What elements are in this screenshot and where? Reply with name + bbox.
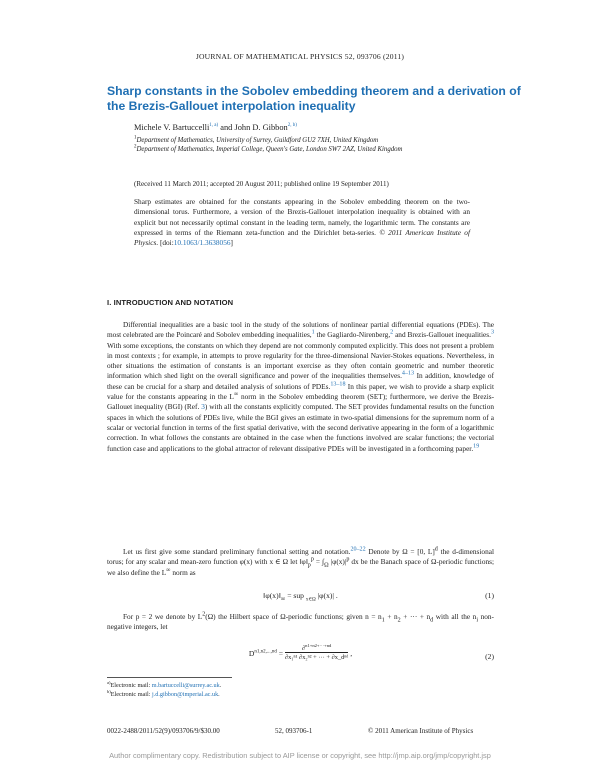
section-heading: I. INTRODUCTION AND NOTATION	[107, 298, 234, 307]
footnote-a: $^{a)}$Electronic mail: m.bartuccelli@surrey.ac.uk.	[107, 679, 222, 689]
ref-3[interactable]: 3	[490, 329, 494, 336]
ref-4-13[interactable]: 4–13	[401, 371, 415, 378]
abstract	[134, 197, 470, 248]
author-line	[134, 123, 297, 132]
abstract-copyright: © 2011 American Institute of Physics	[134, 227, 470, 248]
received-dates: (Received 11 March 2011; accepted 20 August 2011; published online 19 September 2011)	[134, 180, 389, 188]
paragraph-notation: Let us first give some standard preliminary functional setting and notation.$^{20-22}$ Denote by Ω = [0, L]$^d$ the d-dimensional torus; for any scalar and mean-zero function φ(x) with x ∈ Ω let $‖\varphi‖_p^p = \int_\Omega$ $|\varphi(x)|^p$ dx be the Banach space of Ω-periodic functions; we also define the L∞ norm as	[107, 546, 494, 577]
abstract-text: Sharp estimates are obtained for the constants appearing in the Sobolev embedding theorem on the two-dimensional torus. Furthermore, a version of the Brezis-Gallouet interpolation inequality is obtained with an explicit but not necessarily optimal constant in the leading term, namely, the logarithmic term. The constants are expressed in terms of the Riemann zeta-function and the Dirichlet beta-series.	[134, 197, 470, 237]
doi-suffix: ]	[230, 238, 233, 248]
equation-2-number: (2)	[485, 652, 494, 661]
ref-2[interactable]: 2	[390, 329, 394, 336]
author-and: and	[220, 123, 233, 132]
affiliation-1	[134, 137, 514, 146]
footnote-b: $^{b)}$Electronic mail: j.d.gibbon@imperial.ac.uk.	[107, 688, 220, 698]
doi-prefix: . [doi:	[156, 238, 174, 248]
ref-19[interactable]: 19	[473, 443, 480, 450]
ref-20-22[interactable]: 20–22	[350, 546, 366, 553]
affiliation-2	[134, 146, 434, 155]
email-link-a[interactable]: m.bartuccelli@surrey.ac.uk	[151, 682, 220, 689]
paragraph-hilbert: For p = 2 we denote by $L^2(\Omega)$ the Hilbert space of Ω-periodic functions; given $n = n_1 + n_2$ + ··· + $n_d$ with all the $n_i$ non-negative integers, let	[107, 611, 494, 632]
equation-1-number: (1)	[485, 591, 494, 600]
copyright-notice[interactable]: Author complimentary copy. Redistribution subject to AIP license or copyright, see http://jmp.aip.org/jmp/copyright.jsp	[109, 751, 491, 760]
paragraph-intro: Differential inequalities are a basic tool in the study of the solutions of nonlinear partial differential equations (PDEs). The most celebrated are the Poincaré and Sobolev embedding inequalities,$^1$ the Gagliardo-Nirenberg,$^2$ and Brezis-Gallouet inequalities.$^3$ With some exceptions, the constants on which they depend are not commonly computed explicitly. This does not present a problem in most contexts ; for example, in attempts to prove regularity for the three-dimensional Navier-Stokes equations. Nevertheless, in other situations the estimation of constants is an important exercise as they often contain geometric and number theoretic information which shed light on the overall significance and power of the inequalities themselves.$^{4-13}$ In addition, knowledge of these can be crucial for a sharp and detailed analysis of solutions of PDEs.$^{13-18}$ In this paper, we wish to provide a sharp explicit value for the constants appearing in the L∞ norm in the Sobolev embedding theorem (SET); furthermore, we derive the Brezis-Gallouet inequality (BGI) (Ref. 3) with all the constants explicitly computed. The SET provides fundamental results on the function spaces in which the solutions of PDEs live, while the BGI gives an estimate in two-spatial dimensions for the supremum norm of a scalar or vectorial function in terms of the first spatial derivative, with the second derivative appearing in the form of a logarithmic correction. In what follows the constants are obtained in the case when the functions involved are scalar functions; the vectorial function case and applications to the global attractor of relevant dissipative PDEs will be investigated in a forthcoming paper.$^{19}$	[107, 320, 495, 453]
journal-header: JOURNAL OF MATHEMATICAL PHYSICS 52, 093706 (2011)	[195, 52, 405, 61]
affiliation-2-text: Department of Mathematics, Imperial College, Queen's Gate, London SW7 2AZ, United Kingdom	[136, 146, 403, 153]
email-link-b[interactable]: j.d.gibbon@imperial.ac.uk	[151, 691, 219, 698]
author-1: Michele V. Bartuccelli	[134, 123, 210, 132]
equation-1: $‖\varphi(x)‖_\infty$ = sup $_{x\in\Omega}$ |φ(x)| . (1)	[263, 591, 494, 603]
footnote-divider	[107, 677, 232, 678]
footer-page: 52, 093706-1	[275, 727, 313, 735]
ref-1[interactable]: 1	[311, 329, 315, 336]
equation-2: $D^{n1,n2,...,nd}$ = ∂$^{n1+n2+\cdot\cdot\cdot+nd}$ ∂x₁ⁿ¹ ∂x₂ⁿ² + ··· + ∂x_dⁿᵈ , (2)	[248, 642, 494, 661]
author-1-marks[interactable]: 1, a)	[209, 123, 219, 129]
ref-3-inline[interactable]: 3	[201, 402, 205, 412]
affiliation-2-mark: 2	[134, 144, 137, 150]
paper-title: Sharp constants in the Sobolev embedding theorem and a derivation of the Brezis-Gallouet interpolation inequality	[107, 84, 521, 113]
doi-link[interactable]: 10.1063/1.3638056	[173, 238, 231, 248]
ref-13-18[interactable]: 13–18	[330, 381, 346, 388]
author-2-marks[interactable]: 2, b)	[287, 123, 297, 129]
affiliation-1-text: Department of Mathematics, University of Surrey, Guildford GU2 7XH, United Kingdom	[136, 137, 379, 144]
author-2: John D. Gibbon	[234, 123, 288, 132]
affiliation-1-mark: 1	[134, 135, 137, 141]
footer-copyright: © 2011 American Institute of Physics	[368, 727, 474, 735]
footer-issn: 0022-2488/2011/52(9)/093706/9/$30.00	[107, 727, 220, 735]
